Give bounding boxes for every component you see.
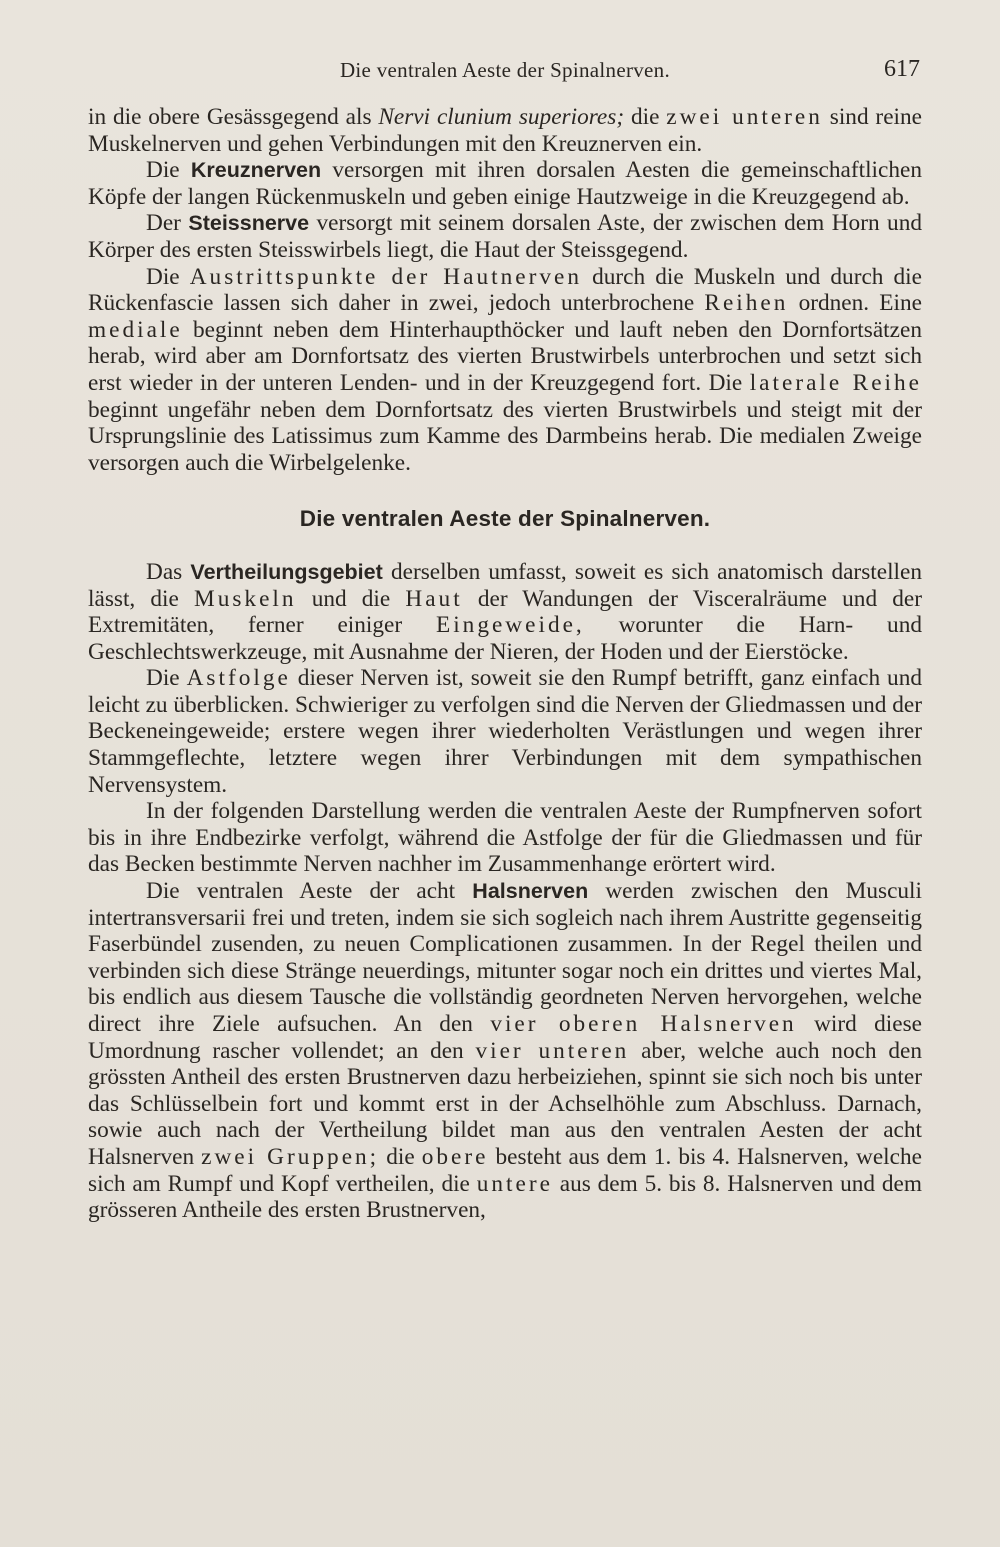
text-run: worunter die Harn- und Geschlechtswerkzeuge, mit Ausnahme der Nieren, der Hoden und der Eierstöcke. <box>88 612 922 665</box>
spaced-text: Austrittspunkte der Hautnerven <box>189 263 582 290</box>
text-run: in die obere Gesässgegend als <box>88 104 379 130</box>
text-run: Das <box>146 558 191 585</box>
page-number: 617 <box>884 56 920 82</box>
paragraph-1 <box>88 104 922 157</box>
paragraph-4 <box>88 264 922 477</box>
text-run: Die <box>146 157 191 184</box>
spaced-text: mediale <box>88 316 183 343</box>
text-run: ordnen. Eine <box>788 290 922 317</box>
bold-term: Vertheilungsgebiet <box>190 559 383 584</box>
text-run: dieser Nerven ist, soweit sie den Rumpf betrifft, ganz einfach und leicht zu überblicken. Schwieriger zu verfolgen sind die Nerven der Gliedmassen und der Beckeneingeweide; erstere wegen ihrer wiederholten Verästlungen und wegen ihrer Stammgeflechte, letztere wegen ihrer Verbindungen mit dem sympathischen Nervensystem. <box>88 665 923 798</box>
text-run: beginnt neben dem Hinterhaupthöcker und lauft neben den Dornfortsätzen herab, wird aber am Dornfortsatz des vierten Brustwirbels unterbrochen und setzt sich erst wieder in der unteren Lenden- und in der Kreuzgegend fort. Die <box>88 316 922 396</box>
bold-term: Steissnerve <box>188 211 310 236</box>
paragraph-6 <box>88 665 922 798</box>
text-run: Der <box>146 210 189 237</box>
text-run: durch die Muskeln und durch die Rückenfascie lassen sich daher in zwei, jedoch unterbrochene <box>88 263 922 317</box>
text-run: der Wandungen der Visceralräume und der Extremitäten, ferner einiger <box>88 585 922 639</box>
paragraph-3 <box>88 210 922 263</box>
text-run: Die <box>146 665 187 692</box>
running-head <box>90 58 920 90</box>
text-run: und die <box>296 585 406 612</box>
text-run: aber, welche auch noch den grössten Antheil des ersten Brustnerven dazu herbeiziehen, spinnt sie sich noch bis unter das Schlüsselbein fort und kommt erst in der Achselhöhle zum Abschluss. Darnach, sowie auch nach der Vertheilung bildet man aus den ventralen Aesten der acht Halsnerven <box>88 1037 922 1170</box>
paragraph-2 <box>88 157 922 210</box>
text-run: versorgen mit ihren dorsalen Aesten die gemeinschaftlichen Köpfe der langen Rückenmuskeln und geben einige Hautzweige in die Kreuzgegend ab. <box>88 157 922 210</box>
text-run: beginnt ungefähr neben dem Dornfortsatz des vierten Brustwirbels und steigt mit der Ursprungslinie des Latissimus zum Kamme des Darmbeins herab. Die medialen Zweige versorgen auch die Wirbelgelenke. <box>88 396 922 476</box>
italic-term: Nervi clunium superiores; <box>378 104 625 130</box>
paragraph-5 <box>88 559 922 665</box>
text-run: die <box>624 104 667 130</box>
spaced-text: vier unteren <box>475 1037 630 1064</box>
spaced-text: Reihen <box>704 290 789 317</box>
text-run: Die ventralen Aeste der acht <box>146 878 473 905</box>
spaced-text: Eingeweide, <box>435 612 585 639</box>
spaced-text: Astfolge <box>186 665 291 692</box>
section-heading: Die ventralen Aeste der Spinalnerven. <box>299 506 711 532</box>
spaced-text: untere <box>476 1170 553 1197</box>
paragraph-7: In der folgenden Darstellung werden die ventralen Aeste der Rumpfnerven sofort bis in ihre Endbezirke verfolgt, während die Astfolge der für die Gliedmassen und für das Becken bestimmte Nerven nachher im Zusammenhange erörtert wird. <box>88 798 922 878</box>
bold-term: Halsnerven <box>472 879 589 904</box>
spaced-text: Haut <box>405 585 463 612</box>
running-title: Die ventralen Aeste der Spinalnerven. <box>339 58 671 82</box>
spaced-text: Muskeln <box>194 585 297 612</box>
bold-term: Kreuznerven <box>190 158 322 183</box>
text-run: aus dem 5. bis 8. Halsnerven und dem grösseren Antheile des ersten Brustnerven, <box>88 1170 922 1224</box>
text-run: besteht aus dem 1. bis 4. Halsnerven, welche sich am Rumpf und Kopf vertheilen, die <box>88 1143 922 1197</box>
spaced-text: zwei unteren <box>666 104 823 130</box>
spaced-text: zwei Gruppen; <box>201 1143 380 1170</box>
text-run: werden zwischen den Musculi intertransversarii frei und treten, indem sie sich sogleich nach ihrem Austritte gegenseitig Faserbündel zusenden, zu neuen Complicationen zusammen. In der Regel theilen und verbinden sich diese Stränge neuerdings, mitunter sogar noch ein drittes und viertes Mal, bis endlich aus diesem Tausche die vollständig geordneten Nerven hervorgehen, welche direct ihre Ziele aufsuchen. An den <box>88 878 922 1037</box>
spaced-text: laterale Reihe <box>749 369 922 396</box>
text-run: versorgt mit seinem dorsalen Aste, der zwischen dem Horn und Körper des ersten Steisswirbels liegt, die Haut der Steissgegend. <box>88 210 923 263</box>
text-run: sind reine Muskelnerven und gehen Verbindungen mit den Kreuznerven ein. <box>88 104 922 157</box>
text-run: Die <box>146 263 190 290</box>
text-run: wird diese Umordnung rascher vollendet; an den <box>88 1011 922 1064</box>
paragraph-8 <box>88 878 922 1224</box>
spaced-text: obere <box>421 1143 489 1170</box>
spaced-text: vier oberen Halsnerven <box>490 1011 797 1037</box>
body-text <box>88 104 922 1224</box>
text-run: derselben umfasst, soweit es sich anatomisch darstellen lässt, die <box>88 558 923 612</box>
text-run: die <box>379 1143 422 1170</box>
